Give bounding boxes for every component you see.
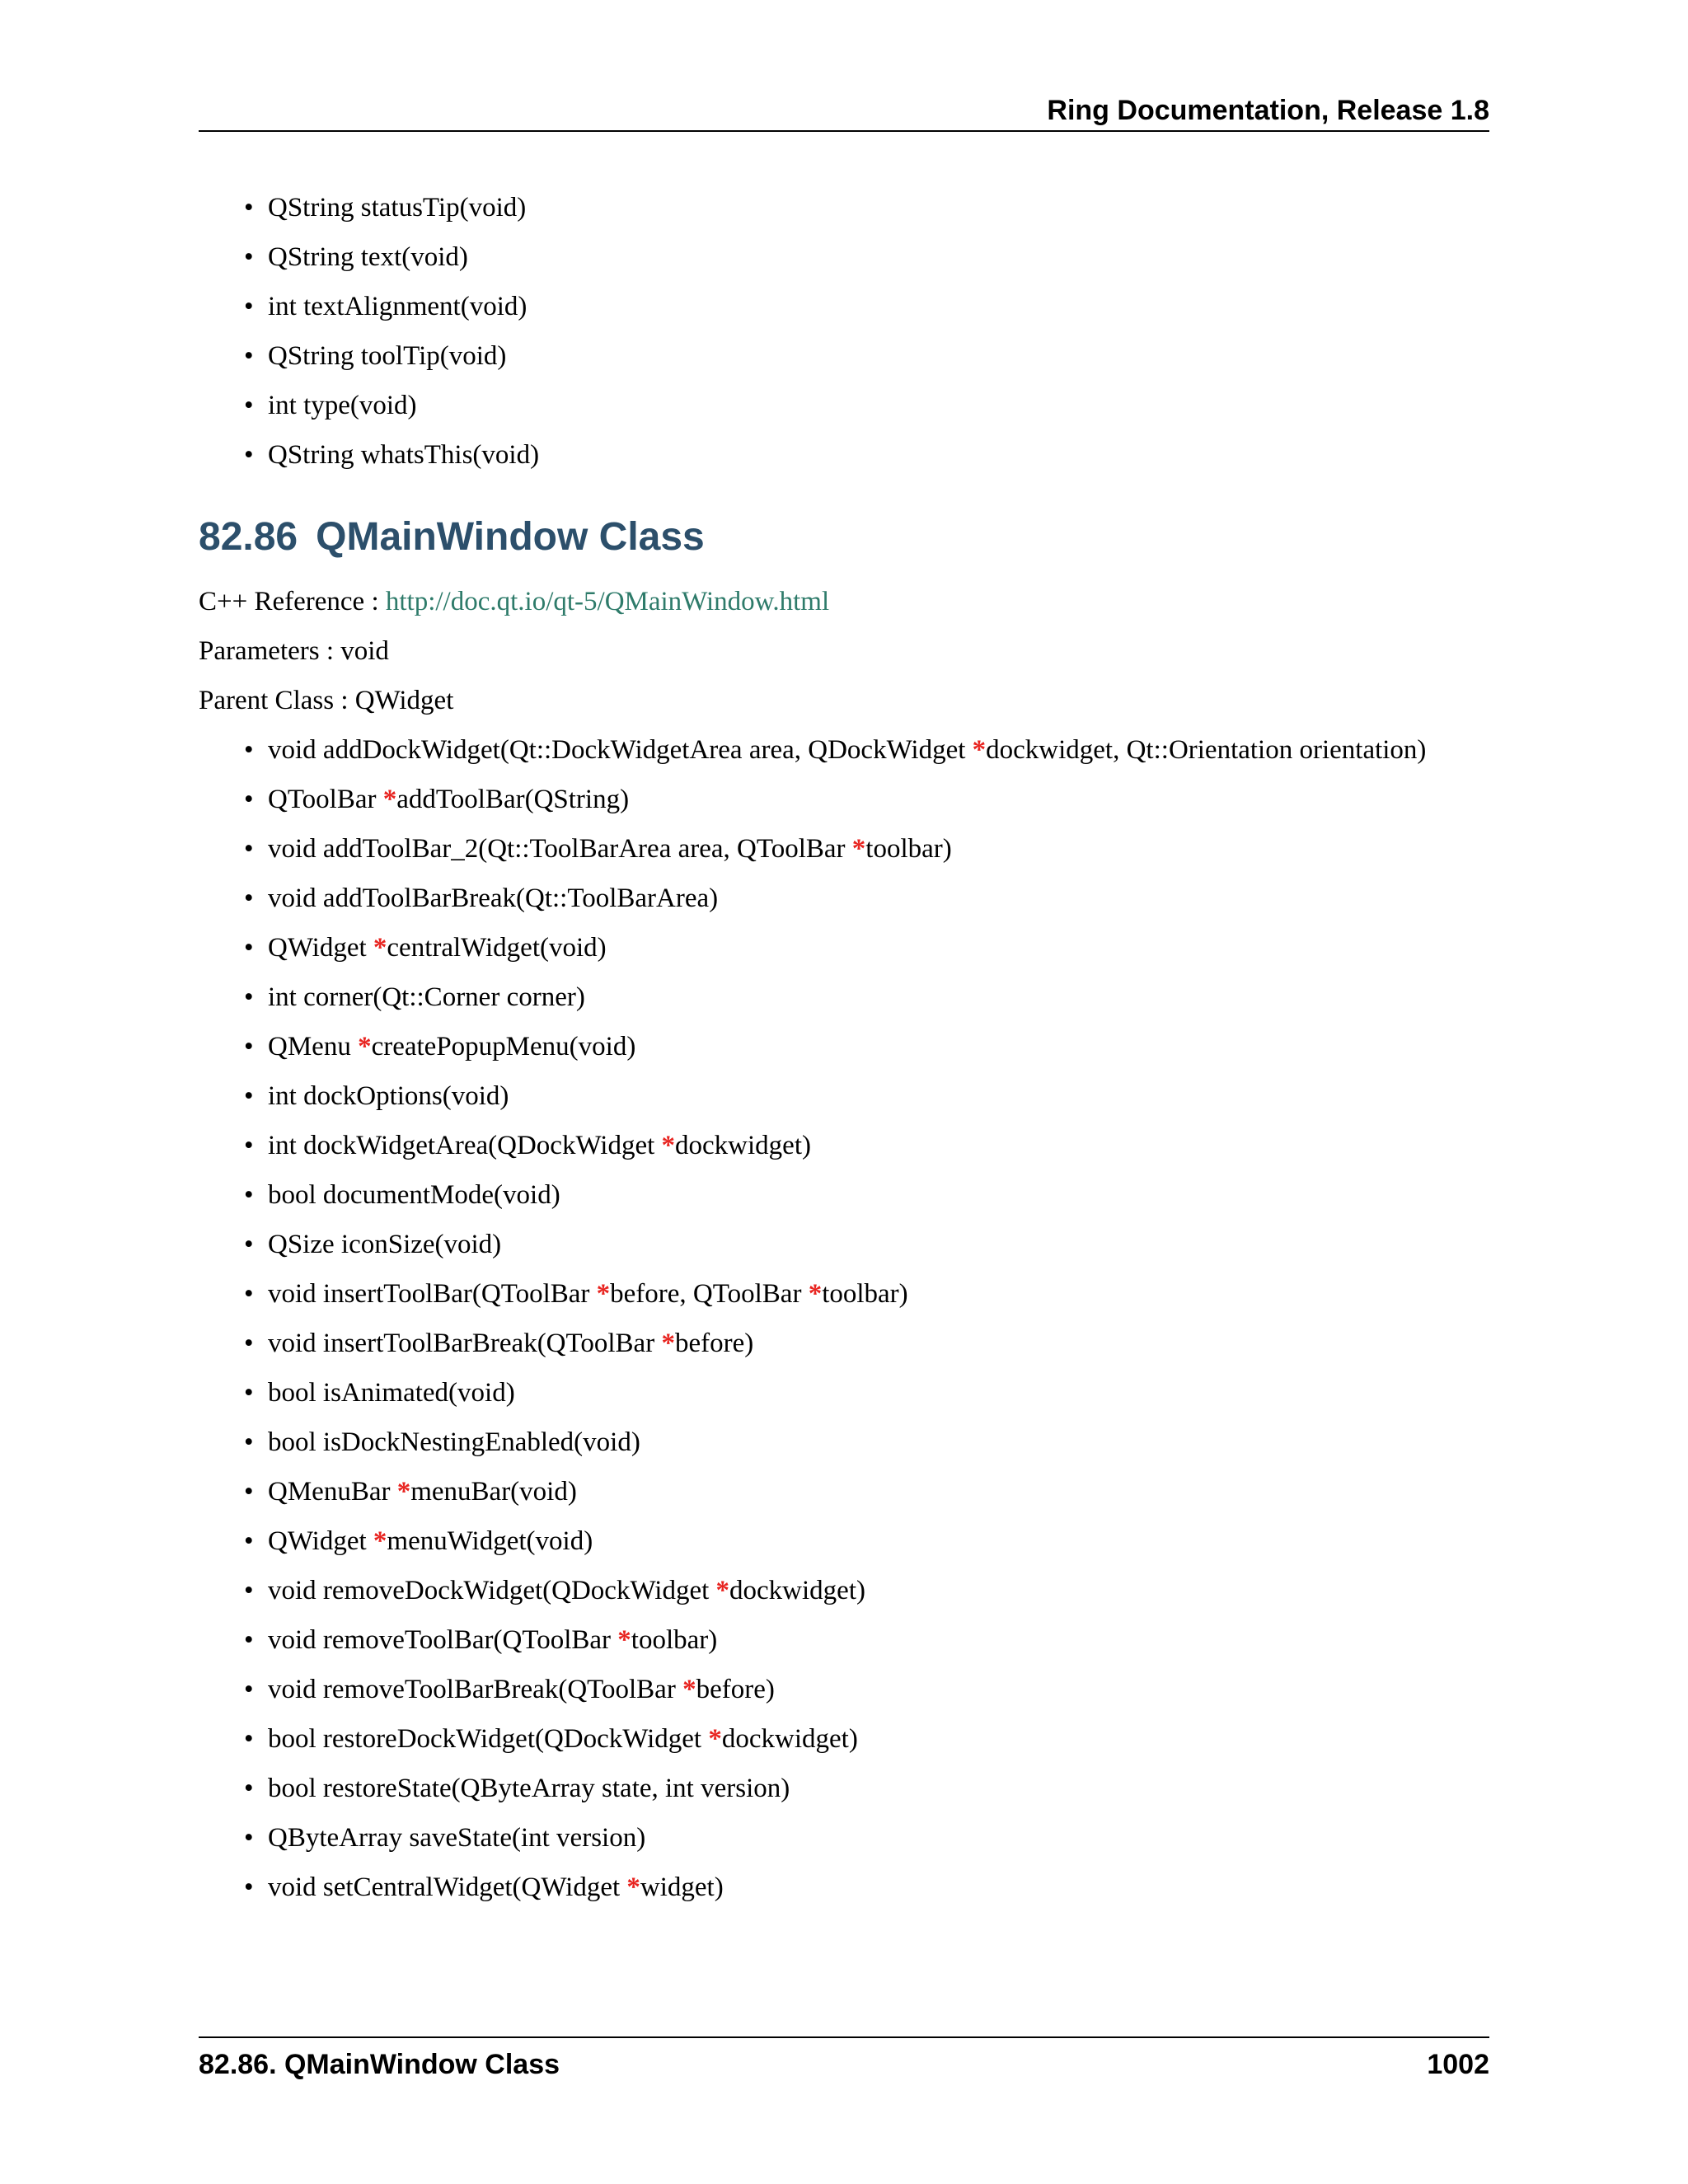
bullet-icon: • [244, 834, 254, 864]
method-text: bool isDockNestingEnabled(void) [268, 1427, 640, 1457]
section-number: 82.86 [199, 515, 298, 559]
pointer-asterisk: * [373, 933, 387, 963]
pointer-asterisk: * [682, 1675, 696, 1704]
pointer-asterisk: * [373, 1526, 387, 1556]
pointer-asterisk: * [661, 1131, 676, 1160]
method-text: menuWidget(void) [387, 1526, 593, 1556]
method-text: QMenu [268, 1032, 359, 1062]
method-text: centralWidget(void) [387, 933, 607, 963]
pointer-asterisk: * [851, 834, 866, 864]
list-item-text: int textAlignment(void) [268, 292, 528, 321]
list-item-text: QString toolTip(void) [268, 341, 507, 371]
bullet-icon: • [244, 933, 254, 963]
method-item [199, 783, 1489, 816]
method-text: QMenuBar [268, 1477, 397, 1507]
method-text: QByteArray saveState(int version) [268, 1823, 646, 1853]
bullet-icon: • [244, 1823, 254, 1853]
section-title-text: QMainWindow Class [316, 515, 705, 559]
method-item [199, 1574, 1489, 1607]
method-text: createPopupMenu(void) [371, 1032, 636, 1062]
pointer-asterisk: * [972, 735, 987, 765]
method-text: addToolBar(QString) [396, 785, 630, 814]
bullet-icon: • [244, 193, 254, 223]
cpp-reference-label: C++ Reference : [199, 587, 386, 616]
method-item [199, 1376, 1489, 1409]
method-text: bool documentMode(void) [268, 1180, 560, 1210]
page-content [199, 191, 1489, 1920]
method-text: void removeToolBarBreak(QToolBar [268, 1675, 683, 1704]
method-item [199, 1080, 1489, 1113]
pointer-asterisk: * [808, 1279, 823, 1309]
bullet-icon: • [244, 1081, 254, 1111]
bullet-icon: • [244, 391, 254, 420]
list-item [199, 241, 1489, 274]
method-text: dockwidget) [729, 1576, 865, 1605]
page-header [199, 91, 1489, 132]
bullet-icon: • [244, 785, 254, 814]
list-item [199, 438, 1489, 471]
bullet-icon: • [244, 1625, 254, 1655]
method-text: int corner(Qt::Corner corner) [268, 982, 585, 1012]
method-item [199, 1327, 1489, 1360]
bullet-icon: • [244, 1230, 254, 1259]
method-text: void addToolBar_2(Qt::ToolBarArea area, QToolBar [268, 834, 852, 864]
method-text: void setCentralWidget(QWidget [268, 1872, 627, 1902]
bullet-icon: • [244, 1774, 254, 1803]
method-item [199, 1228, 1489, 1261]
bullet-icon: • [244, 1872, 254, 1902]
method-text: void addToolBarBreak(Qt::ToolBarArea) [268, 883, 719, 913]
method-item [199, 1179, 1489, 1212]
list-item-text: QString statusTip(void) [268, 193, 527, 223]
pointer-asterisk: * [358, 1032, 372, 1062]
bullet-icon: • [244, 982, 254, 1012]
method-text: int dockOptions(void) [268, 1081, 509, 1111]
method-item [199, 1030, 1489, 1063]
method-item [199, 931, 1489, 964]
list-item-text: int type(void) [268, 391, 417, 420]
method-item [199, 981, 1489, 1014]
bullet-icon: • [244, 1675, 254, 1704]
footer-section-title: 82.86. QMainWindow Class [199, 2049, 560, 2080]
pointer-asterisk: * [382, 785, 397, 814]
pointer-asterisk: * [708, 1724, 722, 1754]
method-text: menuBar(void) [410, 1477, 577, 1507]
bullet-icon: • [244, 1427, 254, 1457]
method-item [199, 733, 1489, 766]
method-text: void removeDockWidget(QDockWidget [268, 1576, 716, 1605]
method-text: int dockWidgetArea(QDockWidget [268, 1131, 662, 1160]
method-item [199, 1821, 1489, 1854]
bullet-icon: • [244, 1279, 254, 1309]
pointer-asterisk: * [617, 1625, 631, 1655]
method-text: before) [674, 1329, 754, 1358]
list-item [199, 389, 1489, 422]
method-text: void insertToolBar(QToolBar [268, 1279, 597, 1309]
cpp-reference [199, 585, 1489, 618]
method-item [199, 1525, 1489, 1558]
method-text: bool restoreDockWidget(QDockWidget [268, 1724, 709, 1754]
list-item-text: QString whatsThis(void) [268, 440, 540, 470]
method-item [199, 882, 1489, 915]
method-item [199, 1129, 1489, 1162]
list-item-text: QString text(void) [268, 242, 468, 272]
page-footer [199, 2036, 1489, 2080]
pointer-asterisk: * [626, 1872, 640, 1902]
bullet-icon: • [244, 1329, 254, 1358]
list-item [199, 340, 1489, 373]
bullet-icon: • [244, 735, 254, 765]
bullet-icon: • [244, 1180, 254, 1210]
bullet-icon: • [244, 292, 254, 321]
method-item [199, 1673, 1489, 1706]
method-item [199, 1871, 1489, 1904]
bullet-icon: • [244, 440, 254, 470]
pointer-asterisk: * [396, 1477, 411, 1507]
page-number: 1002 [1427, 2049, 1489, 2080]
method-item [199, 1722, 1489, 1755]
method-text: QWidget [268, 1526, 373, 1556]
method-text: bool restoreState(QByteArray state, int version) [268, 1774, 790, 1803]
bullet-icon: • [244, 1032, 254, 1062]
method-text: QToolBar [268, 785, 383, 814]
method-text: dockwidget) [721, 1724, 858, 1754]
method-text: QSize iconSize(void) [268, 1230, 502, 1259]
method-text: toolbar) [631, 1625, 718, 1655]
method-text: void removeToolBar(QToolBar [268, 1625, 618, 1655]
parent-class-line: Parent Class : QWidget [199, 686, 454, 715]
parameters-line: Parameters : void [199, 636, 389, 666]
intro-method-list [199, 191, 1489, 471]
pointer-asterisk: * [661, 1329, 675, 1358]
bullet-icon: • [244, 1477, 254, 1507]
method-item [199, 1475, 1489, 1508]
list-item [199, 290, 1489, 323]
bullet-icon: • [244, 1576, 254, 1605]
method-text: before) [696, 1675, 775, 1704]
method-item [199, 1772, 1489, 1805]
method-item [199, 832, 1489, 865]
method-item [199, 1277, 1489, 1310]
bullet-icon: • [244, 1378, 254, 1408]
section-title [199, 514, 1489, 560]
method-item [199, 1426, 1489, 1459]
list-item [199, 191, 1489, 224]
method-text: dockwidget) [675, 1131, 811, 1160]
bullet-icon: • [244, 242, 254, 272]
method-text: dockwidget, Qt::Orientation orientation) [986, 735, 1427, 765]
method-list [199, 733, 1489, 1904]
method-text: QWidget [268, 933, 373, 963]
method-text: toolbar) [865, 834, 952, 864]
bullet-icon: • [244, 1526, 254, 1556]
bullet-icon: • [244, 1724, 254, 1754]
bullet-icon: • [244, 883, 254, 913]
method-text: bool isAnimated(void) [268, 1378, 515, 1408]
bullet-icon: • [244, 341, 254, 371]
bullet-icon: • [244, 1131, 254, 1160]
method-text: void addDockWidget(Qt::DockWidgetArea area, QDockWidget [268, 735, 973, 765]
pointer-asterisk: * [715, 1576, 730, 1605]
method-text: before, QToolBar [610, 1279, 809, 1309]
method-text: widget) [640, 1872, 724, 1902]
method-item [199, 1624, 1489, 1657]
method-text: toolbar) [822, 1279, 908, 1309]
method-text: void insertToolBarBreak(QToolBar [268, 1329, 662, 1358]
cpp-reference-link[interactable]: http://doc.qt.io/qt-5/QMainWindow.html [385, 587, 830, 616]
pointer-asterisk: * [596, 1279, 611, 1309]
header-title: Ring Documentation, Release 1.8 [1047, 95, 1489, 126]
